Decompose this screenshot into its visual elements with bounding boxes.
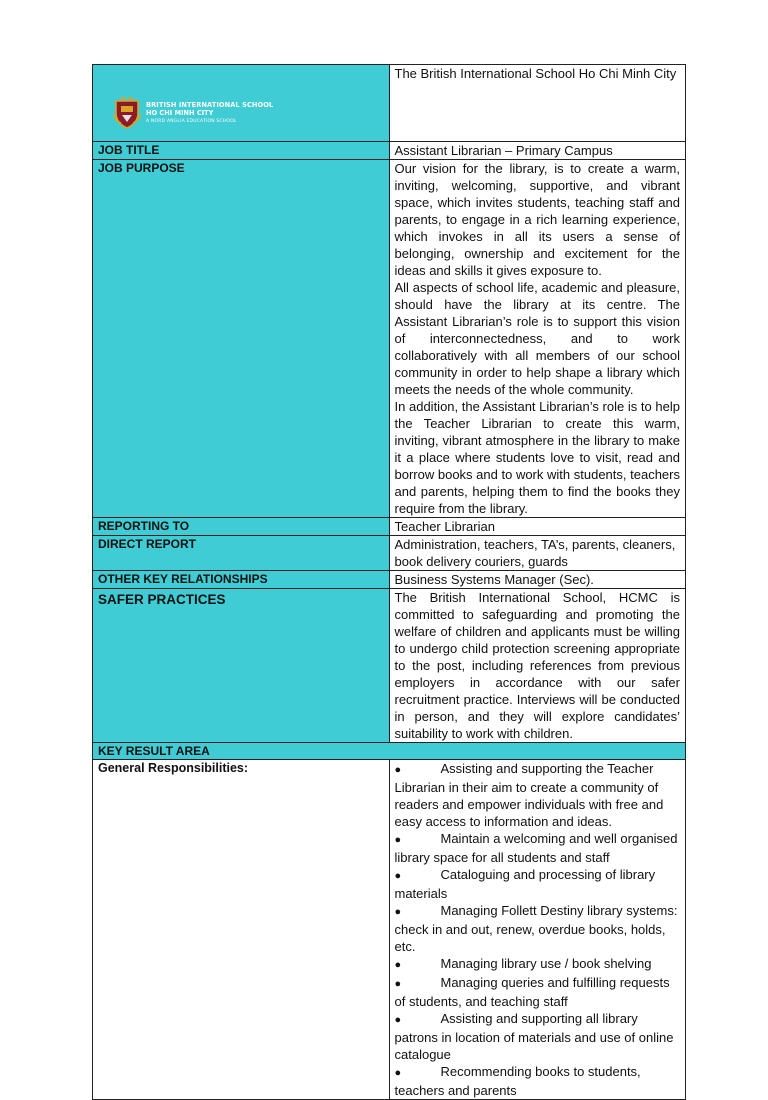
responsibility-text: Managing library use / book shelving xyxy=(440,956,652,971)
logo-line-3: A NORD ANGLIA EDUCATION SCHOOL xyxy=(146,119,237,124)
responsibility-text: Maintain a welcoming and well organised library space for all students and staff xyxy=(394,831,678,865)
general-responsibilities-label: General Responsibilities: xyxy=(93,760,390,1100)
bullet-icon: ● xyxy=(394,764,402,776)
list-item xyxy=(395,866,681,902)
school-name: The British International School Ho Chi Minh City xyxy=(389,65,686,142)
logo-line-1: BRITISH INTERNATIONAL SCHOOL xyxy=(146,101,274,109)
other-key-relationships-value: Business Systems Manager (Sec). xyxy=(389,571,686,589)
bullet-icon: ● xyxy=(394,834,402,846)
bullet-icon: ● xyxy=(394,870,402,882)
job-purpose-paragraph: In addition, the Assistant Librarian’s role is to help the Teacher Librarian to create this warm, inviting, vibrant atmosphere in the library to make it a place where students love to visit, read and borrow books and to work with students, teachers and parents, helping them to find the books they require from the library. xyxy=(394,399,680,516)
general-responsibilities-list xyxy=(389,760,686,1100)
bullet-icon: ● xyxy=(394,959,402,971)
responsibility-text: Cataloguing and processing of library materials xyxy=(394,867,656,901)
list-item xyxy=(395,760,681,830)
other-key-relationships-label: OTHER KEY RELATIONSHIPS xyxy=(93,571,390,589)
list-item xyxy=(395,902,681,955)
bullet-icon: ● xyxy=(394,978,402,990)
crest-icon xyxy=(112,95,142,129)
bullet-icon: ● xyxy=(394,1014,402,1026)
logo-line-2: HO CHI MINH CITY xyxy=(146,109,214,117)
list-item xyxy=(395,955,681,974)
list-item xyxy=(395,974,681,1010)
school-logo xyxy=(98,65,384,141)
bullet-icon: ● xyxy=(394,906,402,918)
job-purpose-label: JOB PURPOSE xyxy=(93,160,390,518)
job-purpose-value xyxy=(389,160,686,518)
job-purpose-paragraph: All aspects of school life, academic and pleasure, should have the library at its centre. The Assistant Librarian’s role is to support this vision of interconnectedness, and to work collaboratively with all members of our school community in order to help shape a library which meets the needs of the whole community. xyxy=(394,280,680,397)
reporting-to-value: Teacher Librarian xyxy=(389,518,686,536)
logo-text xyxy=(146,101,273,126)
job-description-table xyxy=(92,64,686,1100)
reporting-to-label: REPORTING TO xyxy=(93,518,390,536)
responsibility-text: Managing queries and fulfilling requests of students, and teaching staff xyxy=(394,975,670,1009)
key-result-area-heading: KEY RESULT AREA xyxy=(93,743,686,760)
direct-report-value: Administration, teachers, TA’s, parents, cleaners, book delivery couriers, guards xyxy=(389,536,686,571)
list-item xyxy=(395,830,681,866)
responsibility-text: Managing Follett Destiny library systems: check in and out, renew, overdue books, holds, etc. xyxy=(394,903,678,954)
job-purpose-paragraph: Our vision for the library, is to create a warm, inviting, welcoming, supportive, and vibrant space, which invites students, teaching staff and parents, to engage in a rich learning experience, which invokes in all its users a sense of belonging, ownership and excitement for the ideas and skills it gives exposure to. xyxy=(394,161,680,278)
bullet-icon: ● xyxy=(394,1067,402,1079)
direct-report-label: DIRECT REPORT xyxy=(93,536,390,571)
responsibility-text: Assisting and supporting all library patrons in location of materials and use of online catalogue xyxy=(394,1011,674,1062)
list-item xyxy=(395,1063,681,1099)
logo-cell xyxy=(93,65,390,142)
responsibility-text: Assisting and supporting the Teacher Librarian in their aim to create a community of readers and empower individuals with free and easy access to information and ideas. xyxy=(394,761,664,829)
list-item xyxy=(395,1010,681,1063)
safer-practices-label: SAFER PRACTICES xyxy=(93,589,390,743)
job-title-value: Assistant Librarian – Primary Campus xyxy=(389,142,686,160)
safer-practices-value: The British International School, HCMC is committed to safeguarding and promoting the welfare of children and applicants must be willing to undergo child protection screening appropriate to the post, including references from previous employers in accordance with our safer recruitment practice. Interviews will be conducted in person, and they will explore candidates’ suitability to work with children. xyxy=(389,589,686,743)
job-title-label: JOB TITLE xyxy=(93,142,390,160)
responsibility-text: Recommending books to students, teachers and parents xyxy=(394,1064,641,1098)
